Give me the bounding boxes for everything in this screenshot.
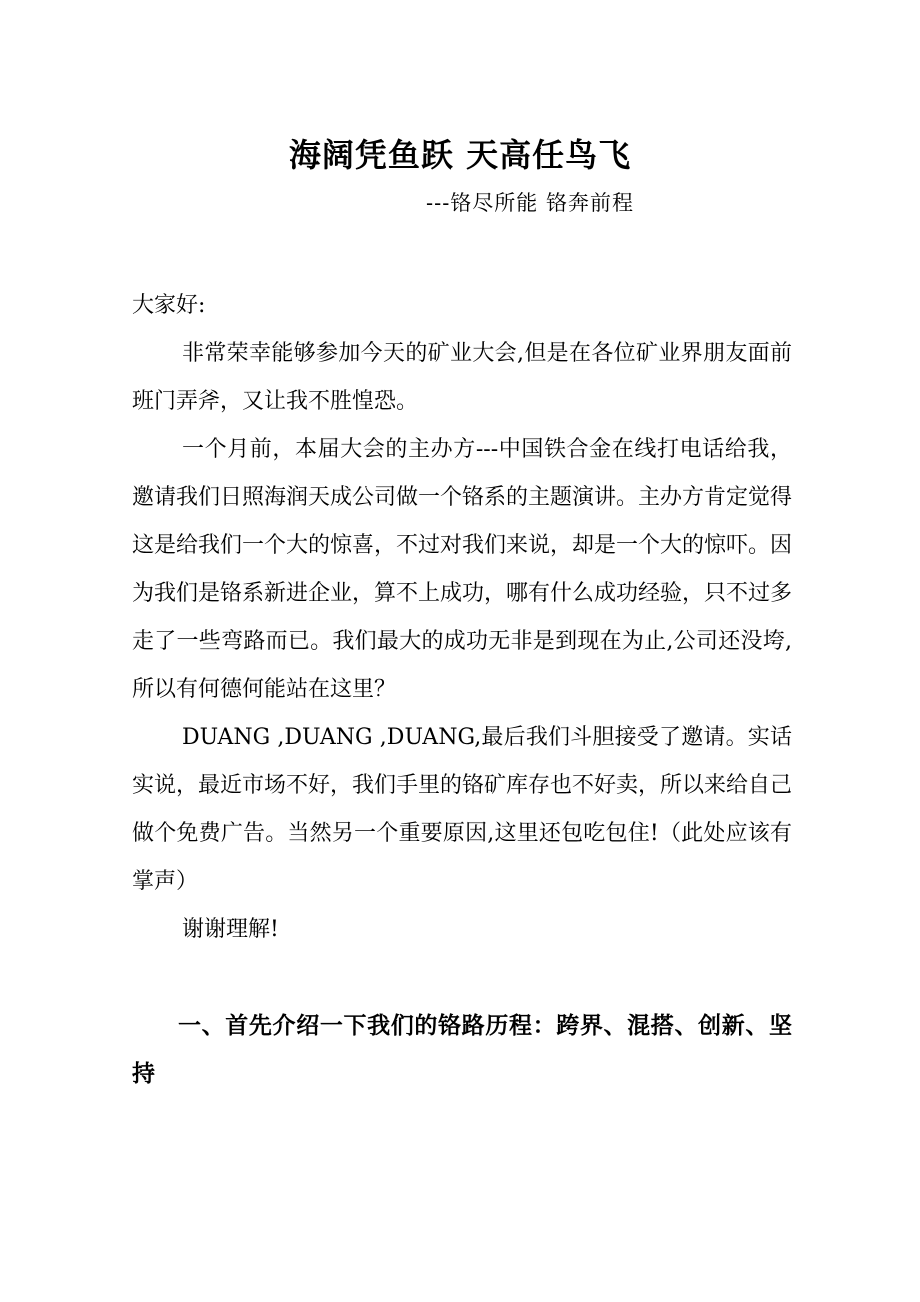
paragraph: DUANG ,DUANG ,DUANG,最后我们斗胆接受了邀请。实话实说，最近市场不好，我们手里的铬矿库存也不好卖，所以来给自己做个免费广告。当然另一个重要原因,这里还包吃包住!（此处应该有掌声） — [132, 725, 793, 894]
document-title: 海阔凭鱼跃 天高任鸟飞 — [288, 136, 632, 174]
section-heading: 一、首先介绍一下我们的铬路历程：跨界、混搭、创新、坚持 — [132, 1013, 792, 1087]
paragraph: 非常荣幸能够参加今天的矿业大会,但是在各位矿业界朋友面前班门弄斧，又让我不胜惶恐。 — [132, 341, 792, 414]
greeting: 大家好: — [132, 293, 206, 318]
document-subtitle: ---铬尽所能 铬奔前程 — [426, 191, 634, 215]
spacer — [132, 954, 792, 1002]
paragraph: 一个月前，本届大会的主办方---中国铁合金在线打电话给我，邀请我们日照海润天成公司做一个铬系的主题演讲。主办方肯定觉得这是给我们一个大的惊喜，不过对我们来说，却是一个大的惊吓。因为我们是铬系新进企业，算不上成功，哪有什么成功经验，只不过多走了一些弯路而已。我们最大的成功无非是到现在为止,公司还没垮,所以有何德何能站在这里？ — [132, 437, 793, 702]
document-body — [132, 282, 792, 1098]
paragraph: 谢谢理解! — [182, 917, 279, 942]
